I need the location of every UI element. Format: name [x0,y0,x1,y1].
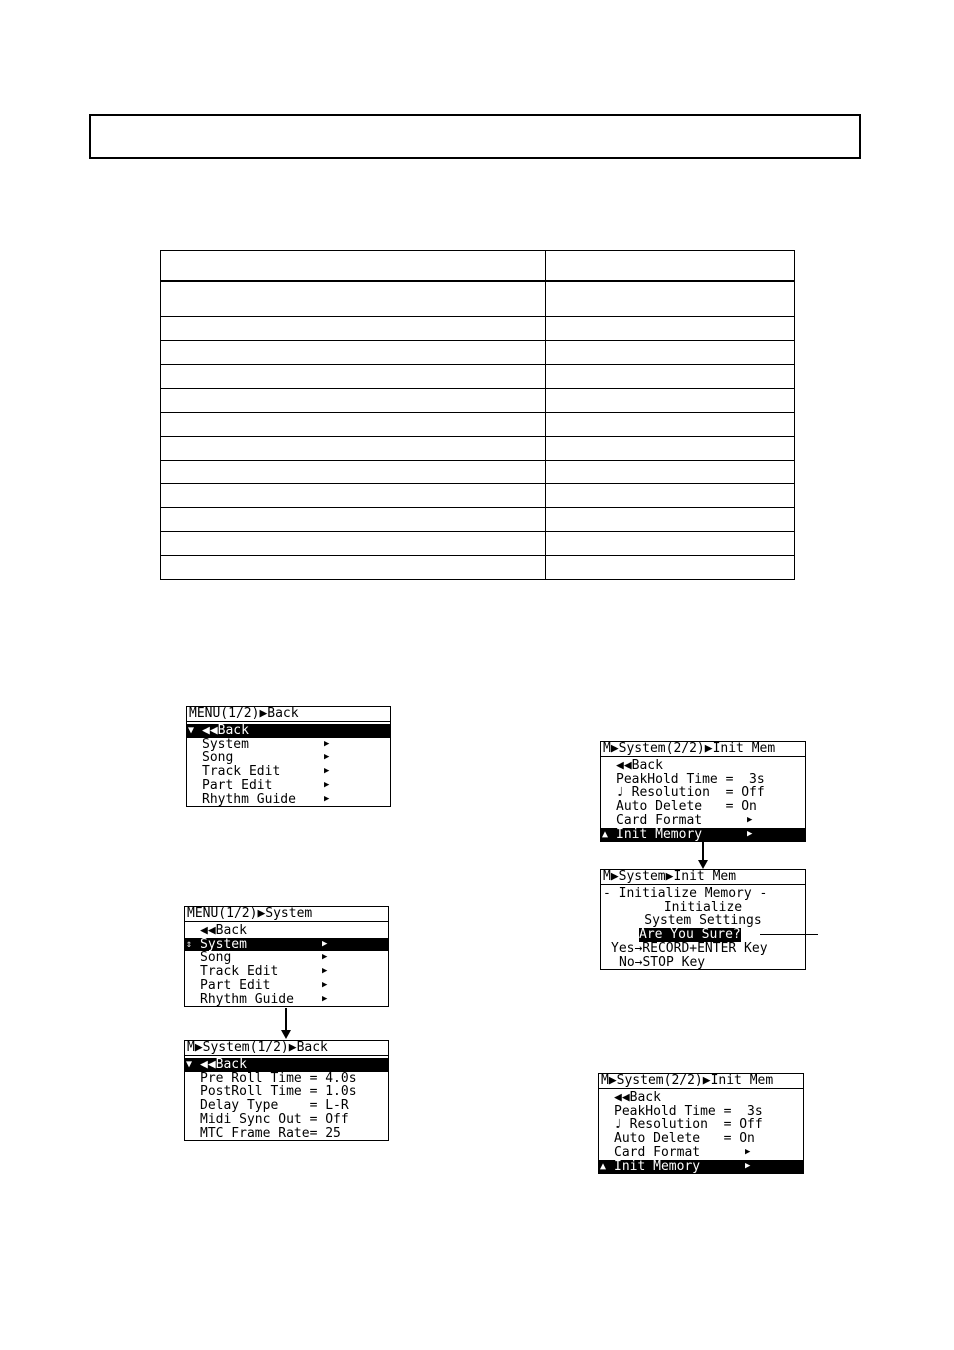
lcd-item-auto-delete[interactable] [601,800,805,814]
arrow-right-icon: ▶ [324,738,330,749]
lcd-item-back[interactable] [185,1058,388,1072]
lcd-item-label: PostRoll Time = 1.0s [200,1084,357,1100]
table-cell [161,556,546,580]
table-cell [161,281,546,317]
table-cell [546,365,795,389]
lcd-title-text: MENU(1/2)▶Back [189,706,299,721]
arrow-right-icon: ▶ [745,1160,751,1171]
scroll-up-icon: ▲ [600,1160,607,1172]
table-cell [546,484,795,508]
arrow-right-icon: ▶ [322,938,328,949]
lcd-item-label: Track Edit [200,964,279,980]
table-cell [161,388,546,412]
arrow-right-icon: ▶ [747,814,753,825]
lcd-item-back[interactable] [601,759,805,773]
lcd-line [601,887,805,901]
lcd-item-song[interactable] [187,751,390,765]
lcd-item-midi-sync[interactable] [185,1113,388,1127]
lcd-item-label: PeakHold Time = 3s [614,1103,763,1119]
table-cell [161,460,546,484]
lcd-item-label: Auto Delete = On [614,1131,755,1147]
table-cell [161,341,546,365]
lcd-line-text: No→STOP Key [619,954,706,970]
lcd-item-label: System [200,936,247,952]
lcd-confirm-prompt: Are You Sure? [639,927,741,943]
lcd-title [185,1041,388,1056]
lcd-system-page2-return [598,1073,804,1174]
arrow-down-icon [281,1030,291,1039]
arrow-right-icon: ▶ [745,1146,751,1157]
lcd-item-part-edit[interactable] [185,979,388,993]
table-cell [546,556,795,580]
lcd-item-label: System [202,736,249,752]
arrow-right-icon: ▶ [322,952,328,963]
lcd-line-text: Initialize [663,899,743,915]
table-cell [161,508,546,532]
lcd-title-text: MENU(1/2)▶System [187,906,313,921]
lcd-item-label: ♩ Resolution = Off [614,1117,763,1133]
scroll-updown-icon: ⇕ [186,938,193,950]
table-row [161,556,795,580]
scroll-down-icon: ▼ [186,1058,193,1070]
lcd-item-label: Midi Sync Out = Off [200,1111,349,1127]
lcd-line-text: Yes→RECORD+ENTER Key [611,940,768,956]
flow-arrow-line [702,842,704,862]
lcd-item-card-format[interactable] [601,814,805,828]
lcd-item-back[interactable] [599,1091,803,1105]
table-cell [546,508,795,532]
flow-arrow-line [285,1008,287,1032]
lcd-item-label: PeakHold Time = 3s [616,771,765,787]
table-row [161,412,795,436]
table-cell [546,341,795,365]
lcd-title [601,742,805,757]
table-row [161,388,795,412]
lcd-line [601,901,805,915]
lcd-item-label: Part Edit [202,777,273,793]
lcd-item-label: ◀◀Back [202,722,249,738]
lcd-item-label: Card Format [616,812,703,828]
lcd-item-label: Track Edit [202,764,281,780]
table-row [161,436,795,460]
table-cell [161,436,546,460]
arrow-down-icon [698,860,708,869]
lcd-line [601,942,805,956]
table-row [161,317,795,341]
table-cell [161,532,546,556]
table-cell [546,532,795,556]
arrow-right-icon: ▶ [324,793,330,804]
lcd-item-label: ◀◀Back [200,922,247,938]
lcd-item-init-memory[interactable] [599,1160,803,1174]
lcd-menu-back [186,706,391,807]
lcd-item-label: Song [202,750,234,766]
arrow-right-icon: ▶ [322,993,328,1004]
lcd-item-label: Card Format [614,1144,701,1160]
lcd-item-label: Pre Roll Time = 4.0s [200,1070,357,1086]
arrow-right-icon: ▶ [324,766,330,777]
lcd-item-part-edit[interactable] [187,779,390,793]
lcd-item-label: Rhythm Guide [200,991,294,1007]
lcd-title-text: M▶System▶Init Mem [603,869,737,884]
lcd-item-label: Delay Type = L-R [200,1098,349,1114]
lcd-init-confirm [600,869,806,970]
section-title-box [89,114,861,159]
lcd-item-delay-type[interactable] [185,1099,388,1113]
lcd-item-label: ♩ Resolution = Off [616,785,765,801]
lcd-item-track-edit[interactable] [185,965,388,979]
lcd-item-song[interactable] [185,951,388,965]
lcd-title [185,907,388,922]
table-cell [546,412,795,436]
lcd-item-track-edit[interactable] [187,765,390,779]
table-cell [161,412,546,436]
arrow-right-icon: ▶ [747,828,753,839]
lcd-item-back[interactable] [185,924,388,938]
lcd-item-label: Auto Delete = On [616,799,757,815]
lcd-item-back[interactable] [187,724,390,738]
lcd-title-text: M▶System(2/2)▶Init Mem [601,1073,774,1088]
lcd-item-label: ◀◀Back [616,757,663,773]
lcd-item-system[interactable] [185,938,388,952]
table-row [161,532,795,556]
lcd-item-rhythm-guide[interactable] [187,793,390,807]
lcd-item-peakhold[interactable] [599,1105,803,1119]
lcd-item-label: Song [200,950,232,966]
lcd-line [601,914,805,928]
table-header-row [161,251,795,282]
table-cell [546,281,795,317]
arrow-right-icon: ▶ [322,966,328,977]
table-cell [546,317,795,341]
table-cell [546,460,795,484]
lcd-title-text: M▶System(2/2)▶Init Mem [603,741,776,756]
lcd-item-rhythm-guide[interactable] [185,993,388,1007]
lcd-item-label: Rhythm Guide [202,791,296,807]
lcd-item-auto-delete[interactable] [599,1132,803,1146]
lcd-line-text: - Initialize Memory - [603,885,768,901]
table-row [161,281,795,317]
table-row [161,484,795,508]
lcd-item-pre-roll[interactable] [185,1072,388,1086]
lcd-item-label: ◀◀Back [200,1056,247,1072]
arrow-right-icon: ▶ [324,779,330,790]
lcd-item-post-roll[interactable] [185,1085,388,1099]
lcd-item-system[interactable] [187,738,390,752]
settings-table [160,250,795,580]
lcd-title [187,707,390,722]
lcd-item-label: ◀◀Back [614,1089,661,1105]
table-cell [546,251,795,282]
lcd-item-card-format[interactable] [599,1146,803,1160]
table-row [161,365,795,389]
scroll-up-icon: ▲ [602,828,609,840]
lcd-item-init-memory[interactable] [601,828,805,842]
arrow-right-icon: ▶ [324,752,330,763]
scroll-down-icon: ▼ [188,724,195,736]
lcd-title [601,870,805,885]
table-row [161,460,795,484]
lcd-system-page2 [600,741,806,842]
lcd-item-label: Part Edit [200,977,271,993]
lcd-item-label: MTC Frame Rate= 25 [200,1125,341,1141]
lcd-title [599,1074,803,1089]
table-cell [161,251,546,282]
lcd-menu-system [184,906,389,1007]
lcd-item-resolution[interactable] [599,1118,803,1132]
table-row [161,508,795,532]
lcd-item-label: Init Memory [616,826,703,842]
lcd-line [601,956,805,970]
table-cell [546,388,795,412]
lcd-item-resolution[interactable] [601,786,805,800]
table-cell [161,365,546,389]
lcd-system-page1 [184,1040,389,1141]
table-cell [546,436,795,460]
lcd-item-peakhold[interactable] [601,773,805,787]
arrow-right-icon: ▶ [322,979,328,990]
callout-line [760,934,818,935]
lcd-item-label: Init Memory [614,1158,701,1174]
lcd-line-text: System Settings [644,913,762,929]
lcd-line [601,928,805,942]
table-cell [161,317,546,341]
table-cell [161,484,546,508]
lcd-title-text: M▶System(1/2)▶Back [187,1040,328,1055]
table-row [161,341,795,365]
lcd-item-mtc-frame-rate[interactable] [185,1127,388,1141]
